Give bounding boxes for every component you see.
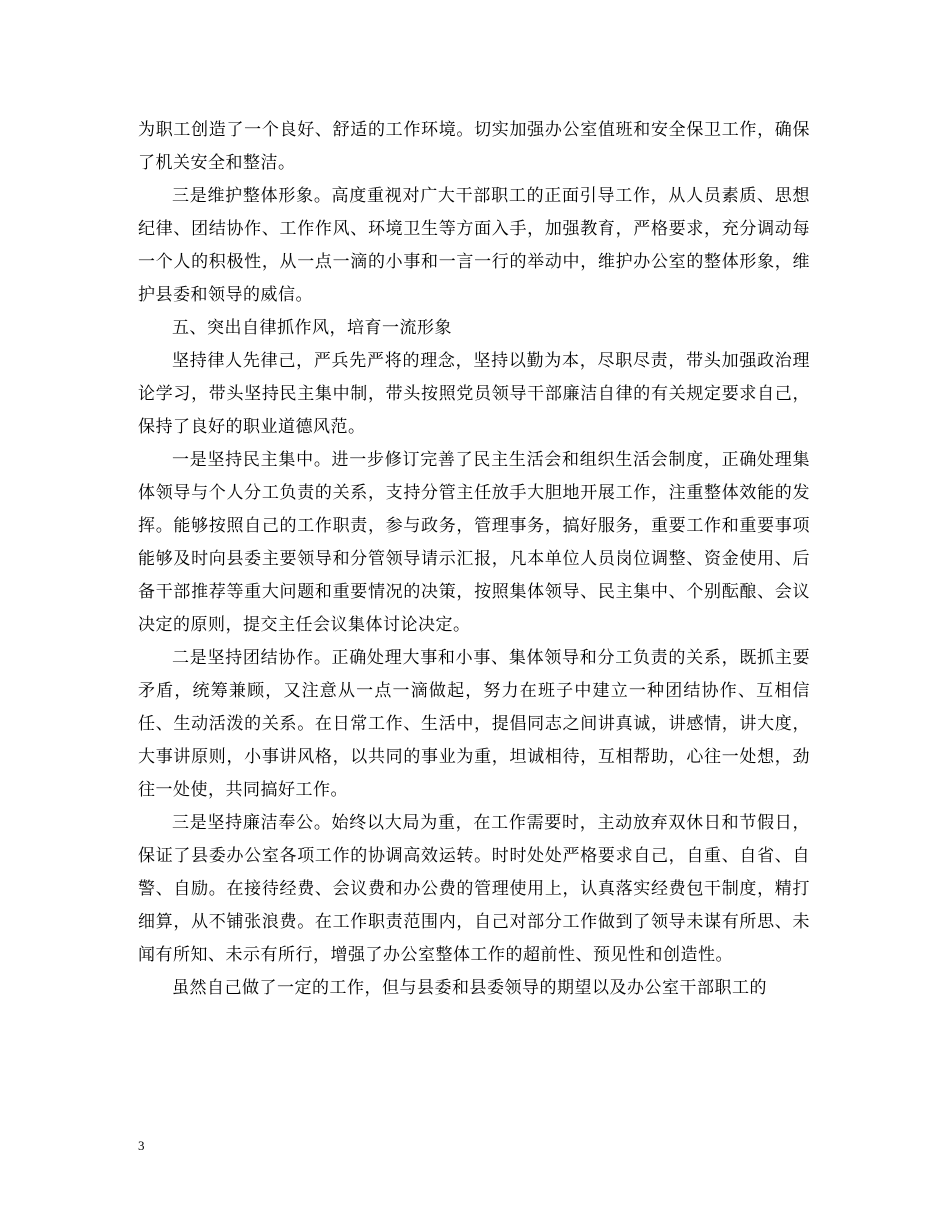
document-body — [138, 114, 810, 1005]
paragraph-7: 虽然自己做了一定的工作，但与县委和县委领导的期望以及办公室干部职工的 — [172, 978, 767, 998]
paragraph-5: 二是坚持团结协作。正确处理大事和小事、集体领导和分工负责的关系，既抓主要矛盾，统筹兼顾，又注意从一点一滴做起，努力在班子中建立一种团结协作、互相信任、生动活泼的关系。在日常工作、生活中，提倡同志之间讲真诚，讲感情，讲大度，大事讲原则，小事讲风格，以共同的事业为重，坦诚相待，互相帮助，心往一处想，劲往一处使，共同搞好工作。 — [138, 648, 810, 800]
paragraph-2: 三是维护整体形象。高度重视对广大干部职工的正面引导工作，从人员素质、思想纪律、团结协作、工作作风、环境卫生等方面入手，加强教育，严格要求，充分调动每一个人的积极性，从一点一滴的小事和一言一行的举动中，维护办公室的整体形象，维护县委和领导的威信。 — [138, 186, 810, 305]
section-heading: 五、突出自律抓作风，培育一流形象 — [172, 318, 452, 338]
paragraph-1: 为职工创造了一个良好、舒适的工作环境。切实加强办公室值班和安全保卫工作，确保了机关安全和整洁。 — [138, 120, 810, 173]
paragraph-3: 坚持律人先律己，严兵先严将的理念，坚持以勤为本，尽职尽责，带头加强政治理论学习，带头坚持民主集中制，带头按照党员领导干部廉洁自律的有关规定要求自己，保持了良好的职业道德风范。 — [138, 351, 810, 437]
paragraph-6: 三是坚持廉洁奉公。始终以大局为重，在工作需要时，主动放弃双休日和节假日，保证了县委办公室各项工作的协调高效运转。时时处处严格要求自己，自重、自省、自警、自励。在接待经费、会议费和办公费的管理使用上，认真落实经费包干制度，精打细算，从不铺张浪费。在工作职责范围内，自己对部分工作做到了领导未谋有所思、未闻有所知、未示有所行，增强了办公室整体工作的超前性、预见性和创造性。 — [138, 813, 810, 965]
paragraph-4: 一是坚持民主集中。进一步修订完善了民主生活会和组织生活会制度，正确处理集体领导与个人分工负责的关系，支持分管主任放手大胆地开展工作，注重整体效能的发挥。能够按照自己的工作职责，参与政务，管理事务，搞好服务，重要工作和重要事项能够及时向县委主要领导和分管领导请示汇报，凡本单位人员岗位调整、资金使用、后备干部推荐等重大问题和重要情况的决策，按照集体领导、民主集中、个别酝酿、会议决定的原则，提交主任会议集体讨论决定。 — [138, 450, 810, 635]
page-number: 3 — [138, 1138, 145, 1153]
